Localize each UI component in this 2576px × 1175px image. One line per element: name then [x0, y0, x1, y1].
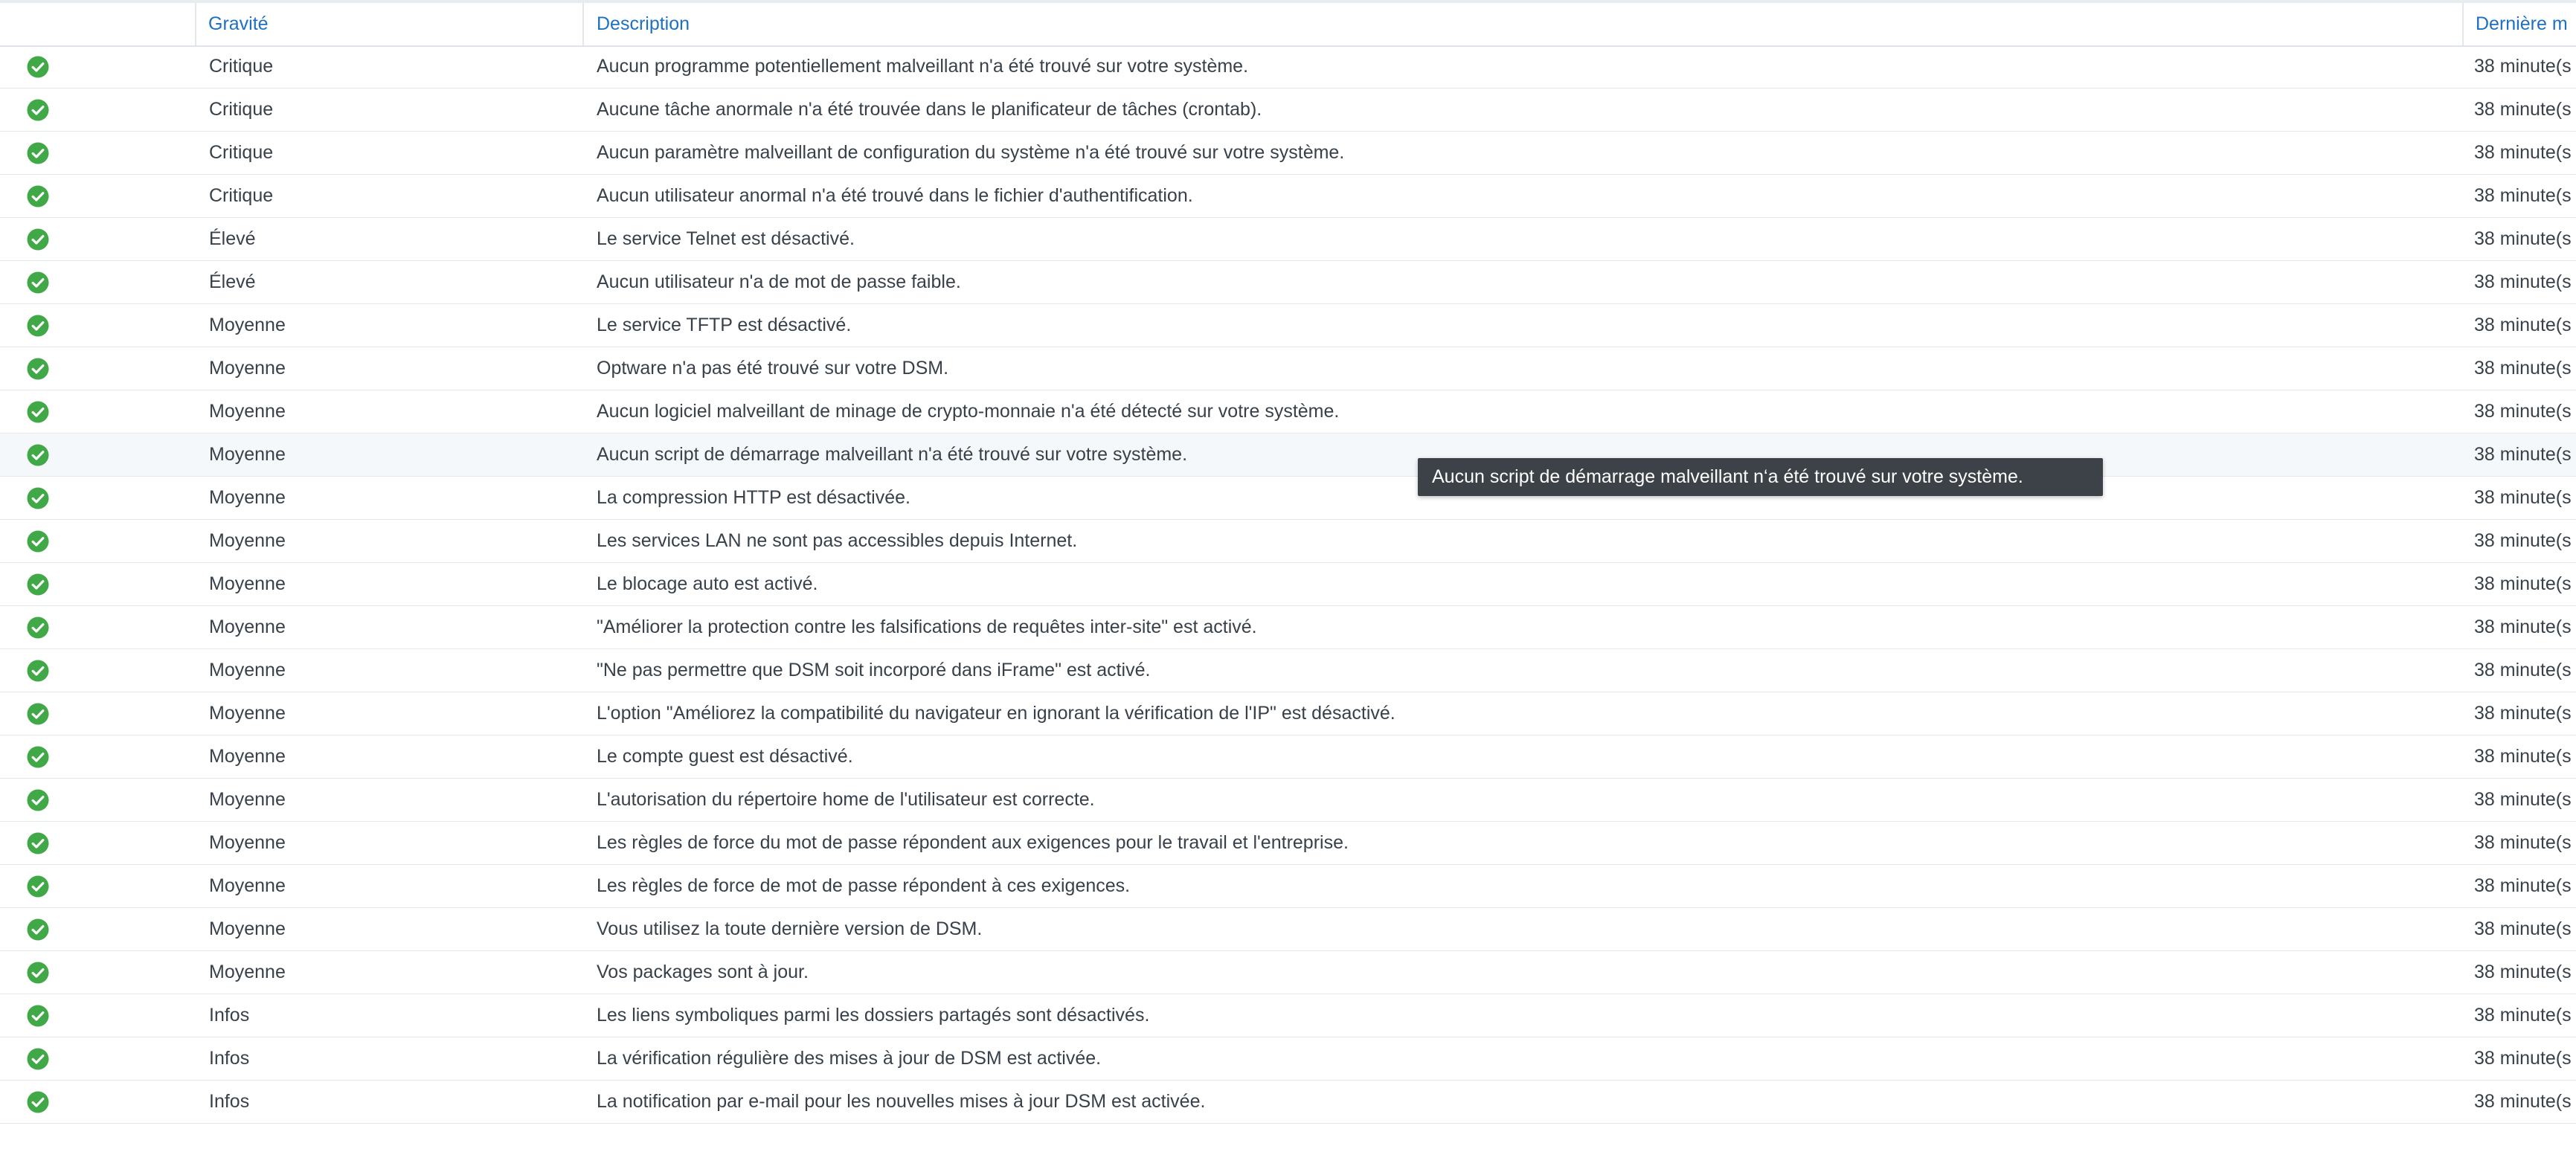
severity-cell: Critique	[209, 56, 274, 77]
last-updated-cell: 38 minute(s	[2474, 789, 2572, 810]
severity-cell: Moyenne	[209, 789, 286, 810]
table-row[interactable]	[0, 390, 2576, 434]
check-circle-icon	[27, 228, 49, 251]
last-updated-cell: 38 minute(s	[2474, 530, 2572, 551]
check-circle-icon	[27, 142, 49, 164]
table-row[interactable]	[0, 347, 2576, 390]
description-cell: La compression HTTP est désactivée.	[597, 487, 910, 508]
severity-cell: Moyenne	[209, 703, 286, 724]
table-row[interactable]	[0, 822, 2576, 865]
severity-cell: Infos	[209, 1048, 250, 1069]
table-row[interactable]	[0, 779, 2576, 822]
table-row[interactable]	[0, 692, 2576, 735]
table-row[interactable]	[0, 132, 2576, 175]
table-row[interactable]	[0, 606, 2576, 649]
table-row[interactable]	[0, 88, 2576, 132]
description-cell: Aucun script de démarrage malveillant n'a été trouvé sur votre système.	[597, 444, 1188, 465]
last-updated-cell: 38 minute(s	[2474, 1048, 2572, 1069]
severity-cell: Élevé	[209, 228, 256, 249]
check-circle-icon	[27, 1005, 49, 1027]
last-updated-cell: 38 minute(s	[2474, 875, 2572, 896]
last-updated-cell: 38 minute(s	[2474, 660, 2572, 680]
last-updated-cell: 38 minute(s	[2474, 962, 2572, 982]
severity-cell: Critique	[209, 142, 274, 163]
description-cell: "Améliorer la protection contre les falsifications de requêtes inter-site" est activé.	[597, 617, 1257, 637]
column-header-description[interactable]: Description	[582, 3, 2462, 45]
table-row[interactable]	[0, 45, 2576, 88]
description-cell: "Ne pas permettre que DSM soit incorporé dans iFrame" est activé.	[597, 660, 1151, 680]
severity-cell: Moyenne	[209, 660, 286, 680]
table-row[interactable]	[0, 1081, 2576, 1124]
severity-cell: Infos	[209, 1091, 250, 1112]
check-circle-icon	[27, 487, 49, 509]
description-cell: Vos packages sont à jour.	[597, 962, 809, 982]
description-cell: Les règles de force de mot de passe répondent à ces exigences.	[597, 875, 1131, 896]
check-circle-icon	[27, 358, 49, 380]
last-updated-cell: 38 minute(s	[2474, 401, 2572, 422]
description-cell: La vérification régulière des mises à jour de DSM est activée.	[597, 1048, 1102, 1069]
severity-cell: Élevé	[209, 271, 256, 292]
last-updated-cell: 38 minute(s	[2474, 358, 2572, 379]
check-circle-icon	[27, 1048, 49, 1070]
severity-cell: Moyenne	[209, 444, 286, 465]
table-row[interactable]	[0, 865, 2576, 908]
severity-cell: Moyenne	[209, 962, 286, 982]
last-updated-cell: 38 minute(s	[2474, 832, 2572, 853]
description-cell: La notification par e-mail pour les nouvelles mises à jour DSM est activée.	[597, 1091, 1206, 1112]
table-row[interactable]	[0, 951, 2576, 994]
table-row[interactable]	[0, 175, 2576, 218]
table-header	[0, 3, 2576, 47]
check-circle-icon	[27, 271, 49, 294]
last-updated-cell: 38 minute(s	[2474, 918, 2572, 939]
description-cell: Les règles de force du mot de passe répondent aux exigences pour le travail et l'entreprise.	[597, 832, 1349, 853]
description-cell: Le service Telnet est désactivé.	[597, 228, 855, 249]
description-cell: Optware n'a pas été trouvé sur votre DSM.	[597, 358, 949, 379]
check-circle-icon	[27, 315, 49, 337]
column-header-status[interactable]	[0, 3, 195, 45]
severity-cell: Moyenne	[209, 573, 286, 594]
last-updated-cell: 38 minute(s	[2474, 703, 2572, 724]
description-cell: Aucun programme potentiellement malveillant n'a été trouvé sur votre système.	[597, 56, 1249, 77]
last-updated-cell: 38 minute(s	[2474, 444, 2572, 465]
severity-cell: Moyenne	[209, 315, 286, 335]
check-circle-icon	[27, 875, 49, 898]
last-updated-cell: 38 minute(s	[2474, 271, 2572, 292]
last-updated-cell: 38 minute(s	[2474, 487, 2572, 508]
last-updated-cell: 38 minute(s	[2474, 315, 2572, 335]
severity-cell: Moyenne	[209, 487, 286, 508]
description-cell: L'autorisation du répertoire home de l'utilisateur est correcte.	[597, 789, 1095, 810]
severity-cell: Moyenne	[209, 875, 286, 896]
check-circle-icon	[27, 660, 49, 682]
last-updated-cell: 38 minute(s	[2474, 1091, 2572, 1112]
description-cell: Aucun utilisateur anormal n'a été trouvé dans le fichier d'authentification.	[597, 185, 1193, 206]
description-tooltip: Aucun script de démarrage malveillant n‘a été trouvé sur votre système.	[1418, 458, 2103, 496]
last-updated-cell: 38 minute(s	[2474, 185, 2572, 206]
description-cell: Le blocage auto est activé.	[597, 573, 818, 594]
check-circle-icon	[27, 99, 49, 121]
description-cell: L'option "Améliorez la compatibilité du navigateur en ignorant la vérification de l'IP" est désactivé.	[597, 703, 1395, 724]
table-row[interactable]	[0, 520, 2576, 563]
column-header-last-updated[interactable]: Dernière m	[2462, 3, 2576, 45]
check-circle-icon	[27, 746, 49, 768]
severity-cell: Moyenne	[209, 617, 286, 637]
table-row[interactable]	[0, 735, 2576, 779]
severity-cell: Moyenne	[209, 358, 286, 379]
check-circle-icon	[27, 789, 49, 811]
severity-cell: Critique	[209, 99, 274, 120]
last-updated-cell: 38 minute(s	[2474, 573, 2572, 594]
column-header-severity[interactable]: Gravité	[195, 3, 582, 45]
table-row[interactable]	[0, 477, 2576, 520]
severity-cell: Moyenne	[209, 401, 286, 422]
check-circle-icon	[27, 918, 49, 941]
check-circle-icon	[27, 832, 49, 854]
table-row[interactable]	[0, 218, 2576, 261]
table-row[interactable]	[0, 649, 2576, 692]
table-row[interactable]	[0, 908, 2576, 951]
table-row[interactable]	[0, 304, 2576, 347]
check-circle-icon	[27, 401, 49, 423]
check-circle-icon	[27, 703, 49, 725]
severity-cell: Moyenne	[209, 746, 286, 767]
description-cell: Vous utilisez la toute dernière version de DSM.	[597, 918, 983, 939]
table-row[interactable]	[0, 563, 2576, 606]
last-updated-cell: 38 minute(s	[2474, 746, 2572, 767]
description-cell: Aucun paramètre malveillant de configuration du système n'a été trouvé sur votre système.	[597, 142, 1345, 163]
check-circle-icon	[27, 573, 49, 596]
table-body	[0, 45, 2576, 1124]
check-circle-icon	[27, 617, 49, 639]
severity-cell: Moyenne	[209, 530, 286, 551]
table-row[interactable]	[0, 261, 2576, 304]
table-row[interactable]	[0, 1037, 2576, 1081]
last-updated-cell: 38 minute(s	[2474, 56, 2572, 77]
description-cell: Aucun utilisateur n'a de mot de passe faible.	[597, 271, 961, 292]
description-cell: Le service TFTP est désactivé.	[597, 315, 852, 335]
last-updated-cell: 38 minute(s	[2474, 228, 2572, 249]
severity-cell: Moyenne	[209, 832, 286, 853]
last-updated-cell: 38 minute(s	[2474, 142, 2572, 163]
check-circle-icon	[27, 1091, 49, 1113]
last-updated-cell: 38 minute(s	[2474, 99, 2572, 120]
last-updated-cell: 38 minute(s	[2474, 1005, 2572, 1026]
description-cell: Aucun logiciel malveillant de minage de crypto-monnaie n'a été détecté sur votre système.	[597, 401, 1340, 422]
check-circle-icon	[27, 962, 49, 984]
severity-cell: Moyenne	[209, 918, 286, 939]
severity-cell: Critique	[209, 185, 274, 206]
table-row[interactable]	[0, 434, 2576, 477]
check-circle-icon	[27, 185, 49, 207]
check-circle-icon	[27, 530, 49, 553]
description-cell: Aucune tâche anormale n'a été trouvée dans le planificateur de tâches (crontab).	[597, 99, 1262, 120]
table-row[interactable]	[0, 994, 2576, 1037]
check-circle-icon	[27, 444, 49, 466]
description-cell: Le compte guest est désactivé.	[597, 746, 853, 767]
description-cell: Les liens symboliques parmi les dossiers partagés sont désactivés.	[597, 1005, 1150, 1026]
description-cell: Les services LAN ne sont pas accessibles depuis Internet.	[597, 530, 1078, 551]
severity-cell: Infos	[209, 1005, 250, 1026]
check-circle-icon	[27, 56, 49, 78]
last-updated-cell: 38 minute(s	[2474, 617, 2572, 637]
